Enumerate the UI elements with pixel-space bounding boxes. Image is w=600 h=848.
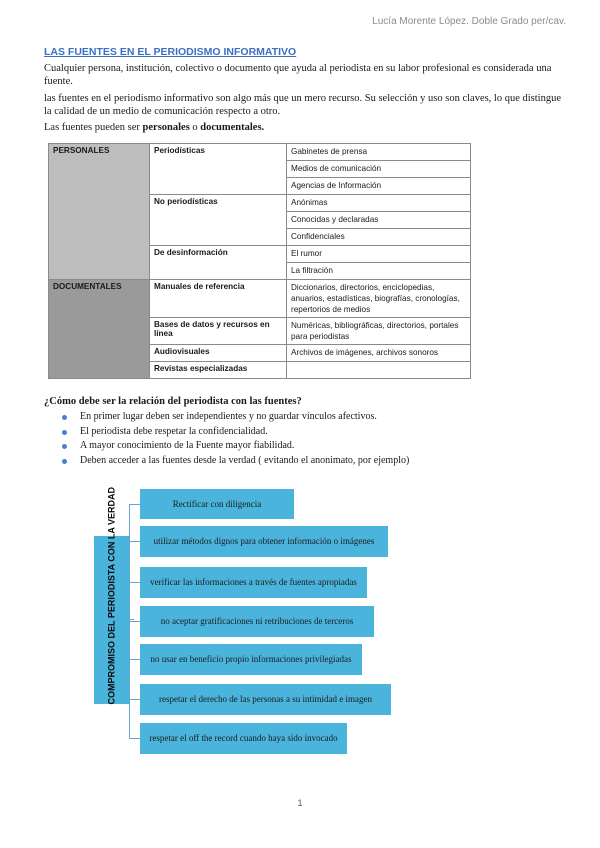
diagram-item: no usar en beneficio propio informaciones privilegiadas: [140, 644, 362, 675]
category-cell: Audiovisuales: [150, 345, 287, 362]
bullet-icon: [62, 430, 67, 435]
paragraph-types: [44, 121, 564, 134]
list-item: [44, 454, 409, 469]
connector-horizontal-root: [130, 619, 134, 620]
types-mid: o: [189, 122, 201, 133]
category-cell: No periodísticas: [150, 195, 287, 246]
connector-branch: [129, 541, 140, 542]
diagram-root-text-wrap: [94, 486, 130, 704]
diagram-item: no aceptar gratificaciones ni retribuciones de terceros: [140, 606, 374, 637]
paragraph-importance: las fuentes en el periodismo informativo son algo más que un mero recurso. Su selección y uso son claves, lo que distingue la calidad de un medio de comunicación respecto a otro.: [44, 93, 562, 117]
value-cell: La filtración: [287, 263, 471, 280]
relation-bullet-list: [44, 410, 409, 468]
header-author: Lucía Morente López. Doble Grado per/cav.: [372, 16, 566, 27]
sources-table: [48, 143, 471, 379]
list-item: [44, 439, 409, 454]
connector-branch: [129, 582, 140, 583]
diagram-root-label: COMPROMISO DEL PERIODISTA CON LA VERDAD: [106, 486, 117, 704]
bullet-icon: [62, 459, 67, 464]
table-row: [49, 280, 471, 318]
diagram-item: Rectificar con diligencia: [140, 489, 294, 519]
diagram-item: verificar las informaciones a través de fuentes apropiadas: [140, 567, 367, 598]
value-cell: Archivos de imágenes, archivos sonoros: [287, 345, 471, 362]
list-item-text: El periodista debe respetar la confidencialidad.: [80, 425, 268, 437]
page-number: 1: [297, 798, 303, 808]
category-cell: Periodísticas: [150, 144, 287, 195]
list-item-text: Deben acceder a las fuentes desde la verdad ( evitando el anonimato, por ejemplo): [80, 454, 410, 466]
category-cell: Bases de datos y recursos en línea: [150, 318, 287, 345]
value-cell: Conocidas y declaradas: [287, 212, 471, 229]
list-item-text: En primer lugar deben ser independientes y no guardar vínculos afectivos.: [80, 411, 377, 422]
connector-branch: [129, 738, 140, 739]
table-row: [49, 144, 471, 161]
types-prefix: Las fuentes pueden ser: [44, 122, 143, 133]
value-cell: Gabinetes de prensa: [287, 144, 471, 161]
connector-branch: [129, 659, 140, 660]
types-documental: documentales.: [200, 122, 265, 133]
list-item: [44, 410, 409, 425]
category-cell: De desinformación: [150, 246, 287, 280]
bullet-icon: [62, 444, 67, 449]
relation-question: ¿Cómo debe ser la relación del periodista con las fuentes?: [44, 396, 302, 407]
category-cell: Revistas especializadas: [150, 362, 287, 379]
bullet-icon: [62, 415, 67, 420]
diagram-item: respetar el off the record cuando haya sido invocado: [140, 723, 347, 754]
diagram-item: utilizar métodos dignos para obtener información o imágenes: [140, 526, 388, 557]
category-cell: Manuales de referencia: [150, 280, 287, 318]
connector-branch: [129, 621, 140, 622]
value-cell: Medios de comunicación: [287, 161, 471, 178]
group-cell-personales: PERSONALES: [49, 144, 150, 280]
list-item-text: A mayor conocimiento de la Fuente mayor fiabilidad.: [80, 440, 295, 451]
paragraph-definition: Cualquier persona, institución, colectivo o documento que ayuda al periodista en su labor profesional es considerada una fuente.: [44, 63, 552, 87]
value-cell: Diccionarios, directorios, enciclopedias, anuarios, estadísticas, biografías, cronologías, repertorios de medios: [287, 280, 471, 318]
value-cell: Confidenciales: [287, 229, 471, 246]
value-cell: Agencias de Información: [287, 178, 471, 195]
value-cell: [287, 362, 471, 379]
value-cell: Numéricas, bibliográficas, directorios, portales para periodistas: [287, 318, 471, 345]
value-cell: Anónimas: [287, 195, 471, 212]
connector-branch: [129, 504, 140, 505]
group-cell-documentales: DOCUMENTALES: [49, 280, 150, 379]
document-title: LAS FUENTES EN EL PERIODISMO INFORMATIVO: [44, 46, 297, 58]
list-item: [44, 425, 409, 440]
diagram-item: respetar el derecho de las personas a su intimidad e imagen: [140, 684, 391, 715]
types-personal: personales: [142, 122, 190, 133]
connector-branch: [129, 699, 140, 700]
value-cell: El rumor: [287, 246, 471, 263]
